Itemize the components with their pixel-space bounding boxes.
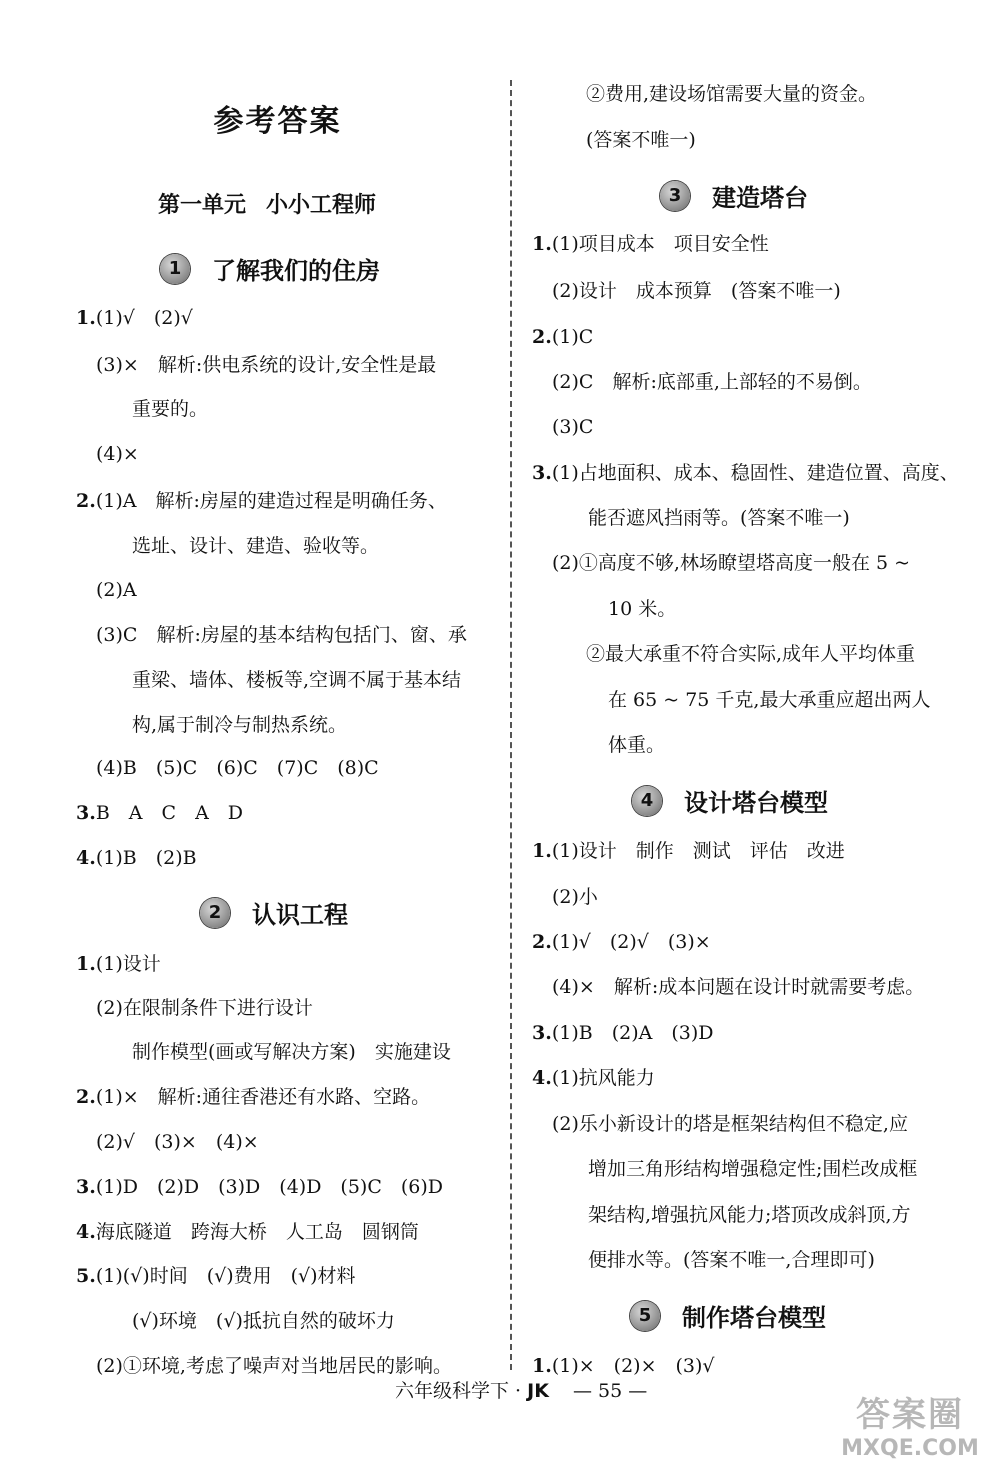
answer-line xyxy=(76,952,161,976)
answer-line xyxy=(532,1021,714,1045)
answer-line: (3)C xyxy=(552,416,594,438)
answer-line: 选址、设计、建造、验收等。 xyxy=(132,535,380,557)
question-number: 2. xyxy=(532,326,552,348)
question-number: 4. xyxy=(532,1067,552,1089)
question-number: 1. xyxy=(532,840,552,862)
answer-line: 重梁、墙体、楼板等,空调不属于基本结 xyxy=(132,669,462,691)
answer-line: (√)环境 (√)抵抗自然的破坏力 xyxy=(132,1310,395,1332)
answer-text: (1)抗风能力 xyxy=(551,1067,655,1089)
page-footer xyxy=(395,1376,647,1403)
answer-text: (1)占地面积、成本、稳固性、建造位置、高度、 xyxy=(551,462,959,484)
answer-line: 便排水等。(答案不唯一,合理即可) xyxy=(588,1249,875,1271)
answer-line: (2)乐小新设计的塔是框架结构但不稳定,应 xyxy=(552,1113,908,1135)
answer-text: 海底隧道 跨海大桥 人工岛 圆钢筒 xyxy=(95,1221,419,1243)
answer-line xyxy=(76,846,197,870)
answer-line xyxy=(76,306,193,330)
question-number: 1. xyxy=(532,1355,552,1377)
answer-text: (1)D (2)D (3)D (4)D (5)C (6)D xyxy=(95,1176,444,1198)
answer-line xyxy=(532,1354,715,1378)
section-title: 了解我们的住房 xyxy=(212,257,380,285)
answer-text: B A C A D xyxy=(95,802,244,824)
answer-text: (1)设计 制作 测试 评估 改进 xyxy=(551,840,845,862)
section-heading-3 xyxy=(660,178,808,213)
question-number: 2. xyxy=(76,1086,96,1108)
answer-line xyxy=(532,930,711,954)
answer-line: 体重。 xyxy=(608,734,666,756)
watermark-text: 答案圈 xyxy=(856,1395,964,1435)
answer-text: (1)√ (2)√ (3)× xyxy=(551,931,711,953)
answer-line: (3)C 解析:房屋的基本结构包括门、窗、承 xyxy=(96,624,467,646)
question-number: 3. xyxy=(532,1022,552,1044)
answer-line xyxy=(76,1220,419,1244)
question-number: 1. xyxy=(76,953,96,975)
page-title: 参考答案 xyxy=(213,104,342,139)
section-heading-2 xyxy=(200,895,348,930)
answer-line: 能否遮风挡雨等。(答案不唯一) xyxy=(588,507,850,529)
page-number: — 55 — xyxy=(572,1380,648,1402)
answer-line: (2)小 xyxy=(552,886,598,908)
section-title: 制作塔台模型 xyxy=(682,1304,826,1332)
answer-line: ②费用,建设场馆需要大量的资金。 xyxy=(586,83,878,105)
answer-line xyxy=(532,839,845,863)
answer-line: (答案不唯一) xyxy=(586,129,696,151)
answer-text: (1)× 解析:通往香港还有水路、空路。 xyxy=(95,1086,431,1108)
footer-edition: JK xyxy=(527,1380,549,1402)
question-number: 3. xyxy=(76,802,96,824)
question-number: 3. xyxy=(76,1176,96,1198)
answer-line: 10 米。 xyxy=(608,598,677,620)
answer-line xyxy=(532,232,769,256)
question-number: 2. xyxy=(76,490,96,512)
answer-line xyxy=(76,1085,430,1109)
answer-line: 架结构,增强抗风能力;塔顶改成斜顶,方 xyxy=(588,1204,911,1226)
answer-line: (2)√ (3)× (4)× xyxy=(96,1131,259,1153)
answer-line: (4)× 解析:成本问题在设计时就需要考虑。 xyxy=(552,976,925,998)
answer-line xyxy=(76,1175,443,1199)
unit-subtitle: 小小工程师 xyxy=(266,193,377,218)
answer-text: (1)B (2)B xyxy=(95,847,197,869)
answer-line xyxy=(76,489,447,513)
question-number: 1. xyxy=(532,233,552,255)
question-number: 4. xyxy=(76,1221,96,1243)
section-number-badge: 4 xyxy=(632,786,662,816)
answer-line: (2)C 解析:底部重,上部轻的不易倒。 xyxy=(552,371,872,393)
answer-line: (2)在限制条件下进行设计 xyxy=(96,997,313,1019)
answer-text: (1)√ (2)√ xyxy=(95,307,193,329)
unit-name: 第一单元 xyxy=(158,193,247,218)
answer-line: (4)× xyxy=(96,443,139,465)
answer-text: (1)设计 xyxy=(95,953,161,975)
section-title: 建造塔台 xyxy=(712,184,808,212)
answer-line xyxy=(76,1264,356,1288)
answer-text: (1)项目成本 项目安全性 xyxy=(551,233,769,255)
section-number-badge: 2 xyxy=(200,898,230,928)
answer-line: 增加三角形结构增强稳定性;围栏改成框 xyxy=(588,1158,918,1180)
question-number: 3. xyxy=(532,462,552,484)
question-number: 1. xyxy=(76,307,96,329)
question-number: 4. xyxy=(76,847,96,869)
answer-line: (3)× 解析:供电系统的设计,安全性是最 xyxy=(96,354,437,376)
answer-line xyxy=(532,325,593,349)
answer-line: (2)设计 成本预算 (答案不唯一) xyxy=(552,280,841,302)
answer-text: (1)A 解析:房屋的建造过程是明确任务、 xyxy=(95,490,447,512)
watermark-logo xyxy=(820,1395,1000,1473)
answer-line xyxy=(532,461,959,485)
section-title: 设计塔台模型 xyxy=(684,789,828,817)
section-heading-4 xyxy=(632,783,828,818)
question-number: 5. xyxy=(76,1265,96,1287)
answer-line xyxy=(76,801,243,825)
answer-line: (2)A xyxy=(96,579,137,601)
answer-line: 制作模型(画或写解决方案) 实施建设 xyxy=(132,1041,451,1063)
answer-line: 重要的。 xyxy=(132,398,209,420)
unit-heading xyxy=(158,188,376,219)
answer-text: (1)(√)时间 (√)费用 (√)材料 xyxy=(95,1265,356,1287)
answer-line: 在 65 ~ 75 千克,最大承重应超出两人 xyxy=(608,689,931,711)
answer-line: ②最大承重不符合实际,成年人平均体重 xyxy=(586,643,916,665)
answer-line: (2)①环境,考虑了噪声对当地居民的影响。 xyxy=(96,1355,452,1377)
section-number-badge: 3 xyxy=(660,181,690,211)
answer-text: (1)B (2)A (3)D xyxy=(551,1022,714,1044)
section-heading-1 xyxy=(160,251,380,286)
footer-book-title: 六年级科学下 · xyxy=(395,1380,528,1402)
answer-line: (2)①高度不够,林场瞭望塔高度一般在 5 ~ xyxy=(552,552,911,574)
answer-line xyxy=(532,1066,655,1090)
section-number-badge: 1 xyxy=(160,254,190,284)
question-number: 2. xyxy=(532,931,552,953)
section-number-badge: 5 xyxy=(630,1301,660,1331)
section-title: 认识工程 xyxy=(252,901,348,929)
answer-text: (1)× (2)× (3)√ xyxy=(551,1355,715,1377)
watermark-url: MXQE.COM xyxy=(841,1436,979,1461)
section-heading-5 xyxy=(630,1298,826,1333)
answer-line: (4)B (5)C (6)C (7)C (8)C xyxy=(96,757,379,779)
column-divider xyxy=(510,80,512,1370)
answer-line: 构,属于制冷与制热系统。 xyxy=(132,714,348,736)
answer-text: (1)C xyxy=(551,326,594,348)
